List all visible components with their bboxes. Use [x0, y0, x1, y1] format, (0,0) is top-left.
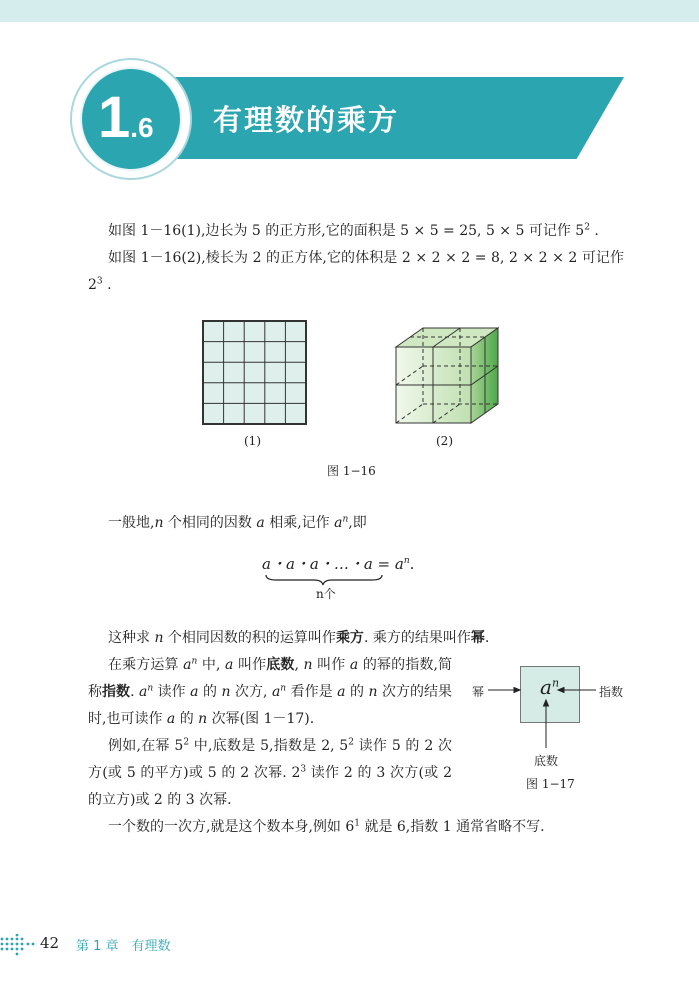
- formula-base: a: [394, 555, 404, 573]
- text-segment: n: [154, 630, 164, 646]
- text-segment: 次幂(图 1－17).: [207, 711, 315, 727]
- text-segment: 相乘,记作: [264, 515, 335, 531]
- section-title: 有理数的乘方: [213, 103, 400, 137]
- figure-1-16-caption: 图 1−16: [327, 464, 376, 478]
- figure-1-17: [460, 660, 624, 795]
- top-band: [0, 0, 699, 22]
- text-segment: 如图 1－16(1),边长为 5 的正方形,它的面积是 5 × 5 = 25, 5 × 5 可记作 5: [108, 223, 585, 239]
- superscript: 1: [354, 818, 360, 829]
- formula-product: a・a・a・…・a: [262, 555, 373, 573]
- superscript: 3: [96, 276, 103, 287]
- text-segment: a: [139, 684, 148, 700]
- text-segment: 的幂的指数,简称: [88, 657, 453, 700]
- superscript: n: [147, 683, 154, 694]
- text-segment: 叫作: [312, 657, 350, 673]
- text-segment: n: [221, 684, 231, 700]
- text-segment: 读作 2 的 3 次方(或 2 的立方)或 2 的 3 次幂.: [88, 765, 453, 808]
- text-segment: 的: [345, 684, 369, 700]
- text-segment: 这种求: [108, 630, 155, 646]
- square-grid-figure: [203, 321, 306, 424]
- text-segment: .: [484, 630, 490, 646]
- text-segment: 例如,在幂 5: [108, 738, 184, 754]
- text-segment: n: [154, 515, 164, 531]
- text-segment: 叫作: [233, 657, 267, 673]
- superscript: n: [280, 683, 287, 694]
- text-segment: ,: [294, 657, 304, 673]
- text-segment: .: [130, 684, 139, 700]
- text-segment: 一般地,: [108, 515, 155, 531]
- text-segment: 就是 6,指数 1 通常省略不写.: [360, 819, 545, 835]
- text-segment: a: [349, 657, 359, 673]
- text-segment: 个相同因数的积的运算叫作: [163, 630, 336, 646]
- section-number: [98, 85, 154, 158]
- figure-1-17-base: a: [540, 675, 552, 699]
- text-segment: 次方的结果时,也可读作: [88, 684, 453, 727]
- chapter-title: 第 1 章 有理数: [76, 939, 171, 954]
- arrow-base-icon: [544, 700, 549, 706]
- paragraph-3: [88, 510, 624, 537]
- figure-1-17-caption: 图 1−17: [526, 777, 575, 791]
- text-segment: 一个数的一次方,就是这个数本身,例如 6: [108, 819, 355, 835]
- superscript: n: [191, 656, 198, 667]
- superscript: 2: [348, 737, 354, 748]
- text-segment: . 乘方的结果叫作: [363, 630, 471, 646]
- text-segment: 如图 1－16(2),棱长为 2 的正方体,它的体积是 2 × 2 × 2 = 8, 2 × 2 × 2 可记作 2: [88, 250, 624, 293]
- section-number-minor: .6: [130, 112, 154, 143]
- term-highlight: 幂: [470, 630, 485, 646]
- text-segment: 的: [175, 711, 199, 727]
- formula-block: [88, 537, 624, 625]
- text-segment: ,即: [348, 515, 367, 531]
- figure-1-17-arrows: [486, 678, 604, 748]
- brace-label: n个: [316, 587, 336, 601]
- term-highlight: 指数: [102, 684, 131, 700]
- term-highlight: 底数: [266, 657, 295, 673]
- power-formula: [262, 553, 414, 574]
- cube-figure: [396, 328, 498, 423]
- paragraph-1: [88, 218, 624, 245]
- text-segment: 读作: [153, 684, 191, 700]
- body-content: [88, 218, 624, 841]
- text-segment: 读作 5 的 2 次方(或 5 的平方)或 5 的 2 次幂. 2: [88, 738, 452, 781]
- text-segment: n: [303, 657, 313, 673]
- text-segment: a: [225, 657, 234, 673]
- label-power: 幂: [472, 685, 485, 699]
- text-segment: 中,底数是 5,指数是 2, 5: [189, 738, 349, 754]
- label-exponent: 指数: [599, 685, 624, 699]
- superscript: 3: [300, 764, 307, 775]
- paragraph-7: [88, 814, 624, 841]
- arrow-exponent-icon: [558, 688, 564, 693]
- text-segment: 的: [198, 684, 222, 700]
- text-segment: n: [198, 711, 208, 727]
- figure-1-17-exponent: n: [551, 676, 560, 690]
- text-segment: 在乘方运算: [108, 657, 184, 673]
- text-segment: 个相同的因数: [163, 515, 257, 531]
- paragraph-2: [88, 245, 624, 299]
- paragraph-4: [88, 625, 624, 652]
- figure-1-16: [88, 299, 624, 510]
- footer-dots-icon: [0, 934, 36, 958]
- text-segment: n: [368, 684, 378, 700]
- text-segment: a: [271, 684, 281, 700]
- figure-1-16-drawing: [200, 318, 510, 430]
- text-segment: a: [334, 515, 343, 531]
- superscript: n: [342, 514, 349, 525]
- formula-exponent: n: [403, 556, 410, 566]
- section-number-major: 1: [98, 85, 131, 150]
- superscript: 2: [183, 737, 190, 748]
- text-segment: 次方,: [230, 684, 272, 700]
- figure-1-16-sublabel-1: (1): [244, 434, 261, 448]
- text-segment: a: [190, 684, 199, 700]
- label-base: 底数: [534, 754, 559, 768]
- figure-1-16-sublabel-2: (2): [436, 434, 453, 448]
- text-segment: a: [256, 515, 265, 531]
- text-segment: .: [102, 277, 112, 293]
- formula-period: .: [409, 555, 415, 573]
- arrow-power-icon: [514, 688, 520, 693]
- text-segment: 看作是: [286, 684, 338, 700]
- text-segment: a: [166, 711, 176, 727]
- term-highlight: 乘方: [335, 630, 364, 646]
- text-segment: a: [337, 684, 346, 700]
- page-number: 42: [40, 934, 60, 952]
- text-segment: 中,: [197, 657, 226, 673]
- formula-equals: =: [372, 555, 395, 573]
- text-segment: a: [183, 657, 192, 673]
- superscript: 2: [584, 222, 590, 233]
- text-segment: .: [589, 223, 599, 239]
